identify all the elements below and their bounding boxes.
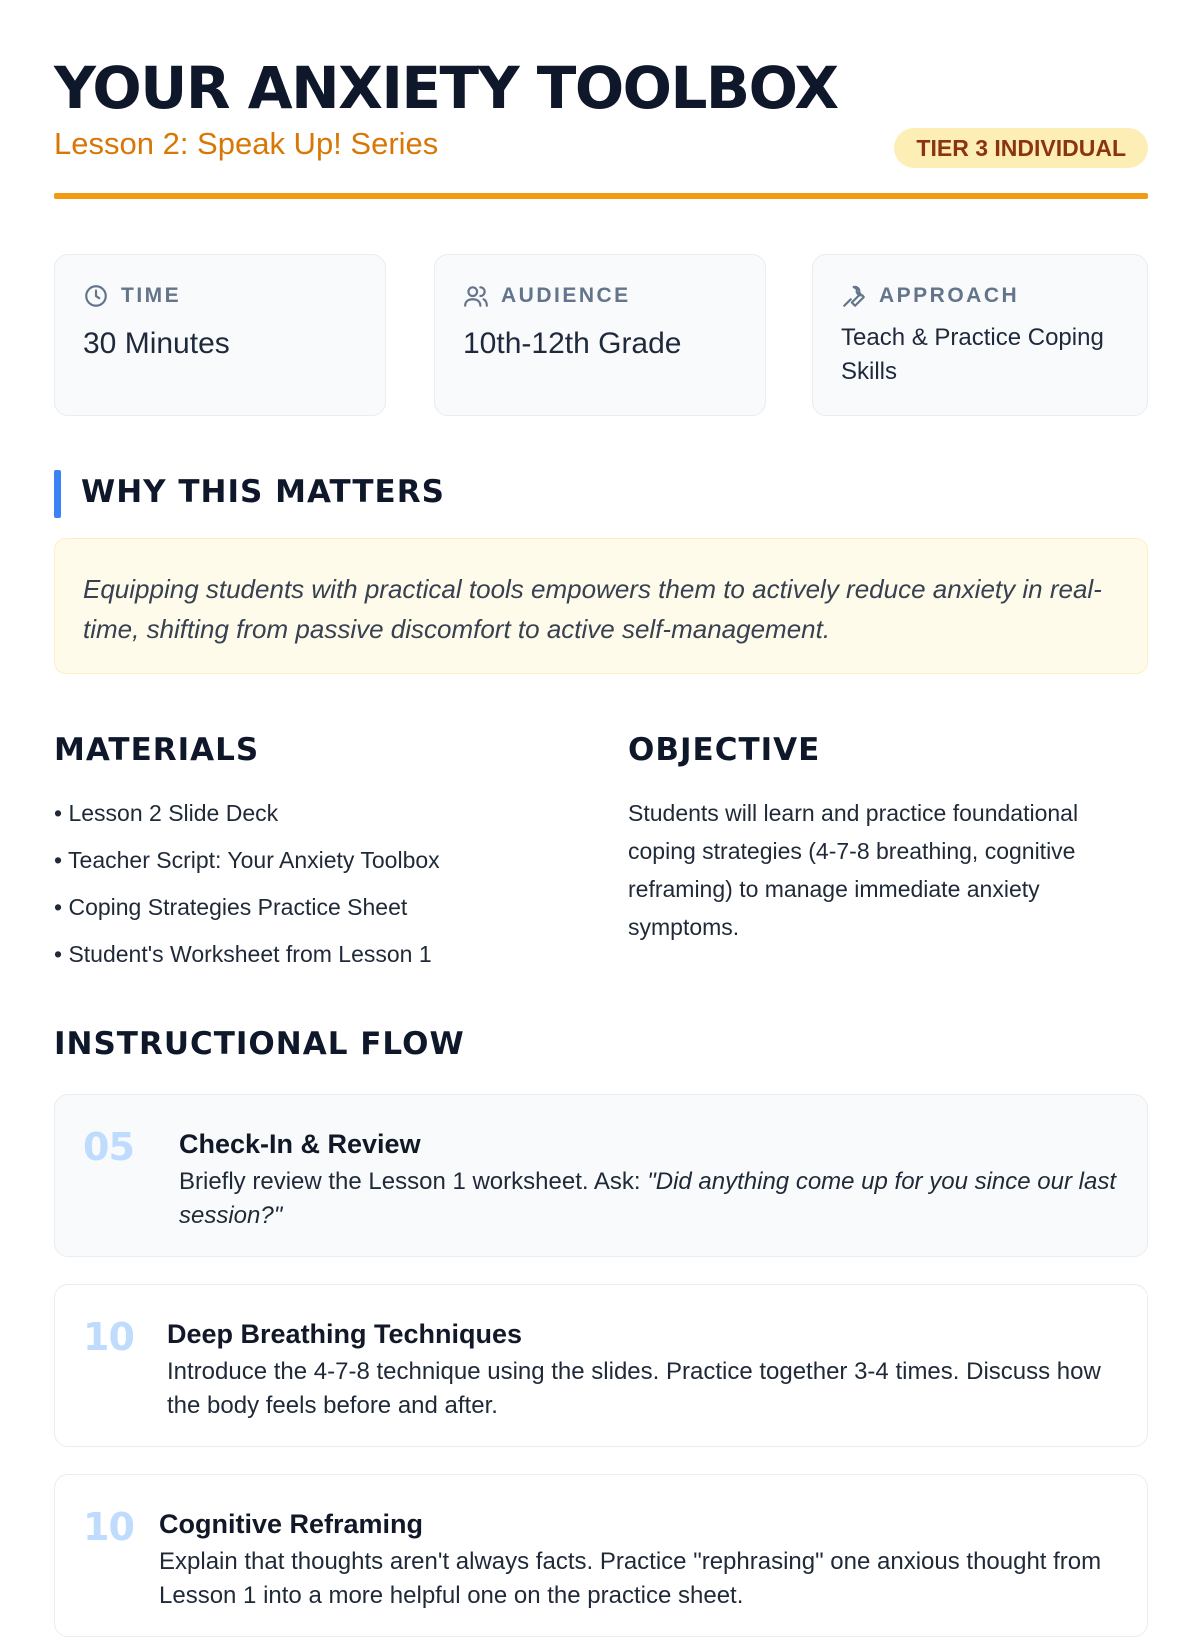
section-accent-bar	[54, 470, 61, 518]
wrench-icon	[841, 283, 867, 309]
list-item: • Teacher Script: Your Anxiety Toolbox	[54, 837, 440, 884]
list-item: • Student's Worksheet from Lesson 1	[54, 931, 440, 978]
flow-step	[54, 1474, 1148, 1637]
why-heading: WHY THIS MATTERS	[81, 474, 445, 510]
card-label: TIME	[121, 284, 182, 307]
step-title: Deep Breathing Techniques	[167, 1319, 523, 1349]
flow-step	[54, 1284, 1148, 1447]
card-value: 10th-12th Grade	[463, 327, 682, 360]
info-card-time	[54, 254, 386, 416]
step-title: Check-In & Review	[179, 1129, 421, 1159]
step-quote: "Did anything come up for you since our last session?"	[179, 1168, 1116, 1229]
step-description: Explain that thoughts aren't always facts. Practice "rephrasing" one anxious thought from Lesson 1 into a more helpful one on the practice sheet.	[159, 1548, 1102, 1609]
card-value: Teach & Practice Coping Skills	[841, 324, 1104, 385]
lesson-subtitle: Lesson 2: Speak Up! Series	[54, 126, 439, 161]
step-minutes: 05	[83, 1125, 134, 1169]
step-description	[179, 1165, 1119, 1233]
step-text: Briefly review the Lesson 1 worksheet. Ask:	[179, 1168, 641, 1195]
tier-badge: TIER 3 INDIVIDUAL	[894, 128, 1148, 168]
header-divider	[54, 193, 1148, 199]
materials-list	[54, 790, 440, 978]
flow-heading: INSTRUCTIONAL FLOW	[54, 1026, 465, 1062]
list-item: • Lesson 2 Slide Deck	[54, 790, 440, 837]
card-value: 30 Minutes	[83, 327, 230, 360]
step-minutes: 10	[83, 1315, 134, 1359]
page-title: YOUR ANXIETY TOOLBOX	[54, 54, 838, 122]
why-callout: Equipping students with practical tools empowers them to actively reduce anxiety in real-time, shifting from passive discomfort to active self-management.	[54, 538, 1148, 674]
flow-step	[54, 1094, 1148, 1257]
info-card-audience	[434, 254, 766, 416]
step-title: Cognitive Reframing	[159, 1509, 424, 1539]
objective-heading: OBJECTIVE	[628, 732, 821, 768]
info-card-approach	[812, 254, 1148, 416]
list-item: • Coping Strategies Practice Sheet	[54, 884, 440, 931]
clock-icon	[83, 283, 109, 309]
step-minutes: 10	[83, 1505, 134, 1549]
card-label: APPROACH	[879, 284, 1020, 307]
materials-heading: MATERIALS	[54, 732, 260, 768]
step-description: Introduce the 4-7-8 technique using the slides. Practice together 3-4 times. Discuss how the body feels before and after.	[167, 1358, 1101, 1419]
card-label: AUDIENCE	[501, 284, 631, 307]
users-icon	[463, 283, 489, 309]
objective-text: Students will learn and practice foundational coping strategies (4-7-8 breathing, cognitive reframing) to manage immediate anxiety symptoms.	[628, 800, 1079, 940]
